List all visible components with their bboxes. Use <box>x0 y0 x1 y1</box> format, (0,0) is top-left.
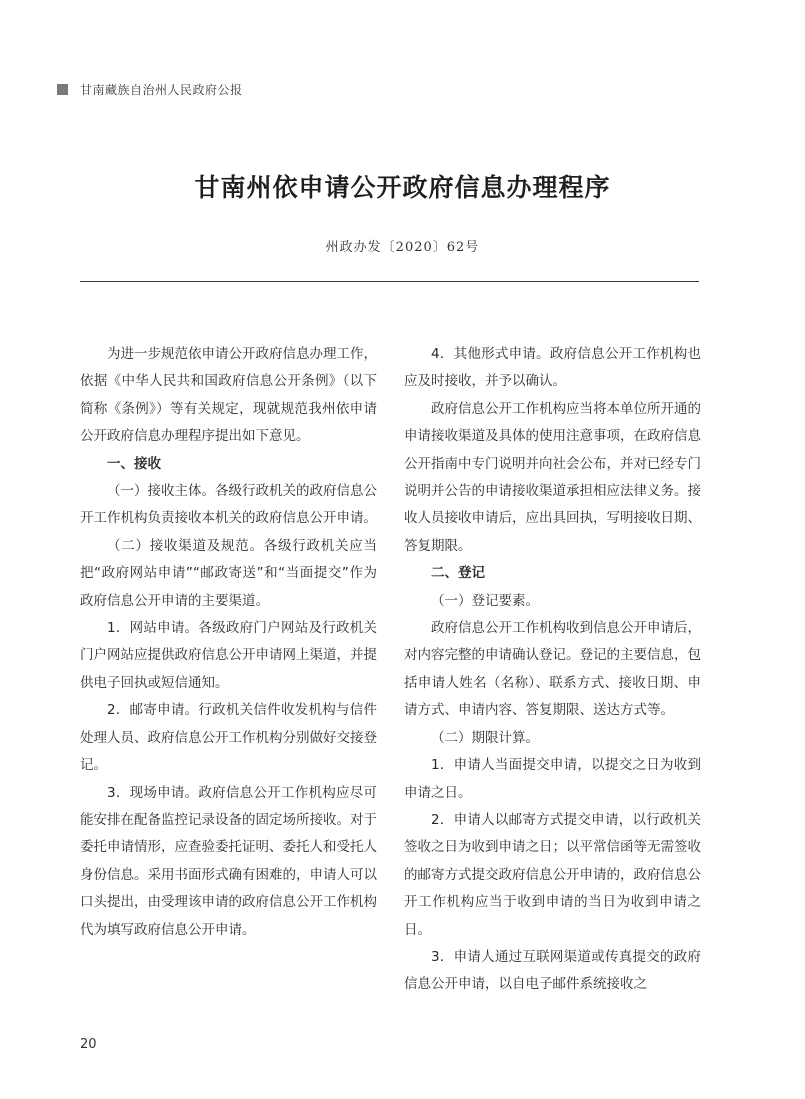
body-paragraph <box>404 588 701 615</box>
body-paragraph <box>80 697 377 779</box>
left-column <box>80 341 377 944</box>
paragraph-text: 为进一步规范依申请公开政府信息办理工作，依据《中华人民共和国政府信息公开条例》（以下简称《条例》）等有关规定，现就规范我州依申请公开政府信息办理程序提出如下意见。 <box>80 346 377 445</box>
document-number: 州政办发〔2020〕62号 <box>325 240 480 255</box>
body-paragraph <box>80 533 377 615</box>
document-title: 甘南州依申请公开政府信息办理程序 <box>194 173 611 202</box>
body-paragraph <box>404 615 701 725</box>
title-divider <box>80 281 699 282</box>
body-paragraph <box>404 341 701 396</box>
paragraph-text: 3．现场申请。政府信息公开工作机构应尽可能安排在配备监控记录设备的固定场所接收。对于委托申请情形，应查验委托证明、委托人和受托人身份信息。采用书面形式确有困难的，申请人可以口头提出，由受理该申请的政府信息公开工作机构代为填写政府信息公开申请。 <box>80 784 377 938</box>
section-heading: 一、接收 <box>107 455 161 472</box>
paragraph-text: 各级行政机关的政府信息公开工作机构负责接收本机关的政府信息公开申请。 <box>80 483 377 527</box>
body-paragraph <box>404 725 701 752</box>
publication-name: 甘南藏族自治州人民政府公报 <box>80 82 243 97</box>
subsection-lead: （一）登记要素。 <box>431 592 539 609</box>
body-paragraph <box>404 752 701 807</box>
page-number: 20 <box>80 1037 97 1052</box>
paragraph-text: 政府信息公开工作机构收到信息公开申请后，对内容完整的申请确认登记。登记的主要信息，包括申请人姓名（名称）、联系方式、接收日期、申请方式、申请内容、答复期限、送达方式等。 <box>404 620 701 719</box>
subsection-lead: （二）接收渠道及规范。 <box>107 537 264 554</box>
paragraph-text: 4．其他形式申请。政府信息公开工作机构也应及时接收，并予以确认。 <box>404 346 701 390</box>
body-paragraph <box>404 944 701 999</box>
paragraph-text: 2．邮寄申请。行政机关信件收发机构与信件处理人员、政府信息公开工作机构分别做好交接登记。 <box>80 702 377 774</box>
paragraph-text: 各级行政机关应当把“政府网站申请”“邮政寄送”和“当面提交”作为政府信息公开申请的主要渠道。 <box>80 537 377 609</box>
body-paragraph <box>404 396 701 560</box>
body-paragraph <box>404 807 701 944</box>
subsection-lead: （二）期限计算。 <box>431 729 539 746</box>
header-square-icon <box>57 84 68 95</box>
right-column <box>404 341 701 999</box>
paragraph-text: 3．申请人通过互联网渠道或传真提交的政府信息公开申请，以自电子邮件系统接收之 <box>404 948 701 993</box>
body-paragraph <box>80 478 377 533</box>
paragraph-text: 1．网站申请。各级政府门户网站及行政机关门户网站应提供政府信息公开申请网上渠道，并提供电子回执或短信通知。 <box>80 620 377 691</box>
paragraph-text: 2．申请人以邮寄方式提交申请，以行政机关签收之日为收到申请之日；以平常信函等无需签收的邮寄方式提交政府信息公开申请的，政府信息公开工作机构应当于收到申请的当日为收到申请之日。 <box>404 811 701 938</box>
body-paragraph <box>80 341 377 451</box>
body-paragraph <box>80 615 377 697</box>
body-paragraph <box>80 780 377 944</box>
paragraph-text: 政府信息公开工作机构应当将本单位所开通的申请接收渠道及具体的使用注意事项，在政府信息公开指南中专门说明并向社会公布，并对已经专门说明并公告的申请接收渠道承担相应法律义务。接收人员接收申请后，应出具回执，写明接收日期、答复期限。 <box>404 400 701 554</box>
publication-header <box>57 80 243 98</box>
section-heading: 二、登记 <box>431 565 485 582</box>
subsection-lead: （一）接收主体。 <box>107 483 215 500</box>
paragraph-text: 1．申请人当面提交申请，以提交之日为收到申请之日。 <box>404 757 701 801</box>
